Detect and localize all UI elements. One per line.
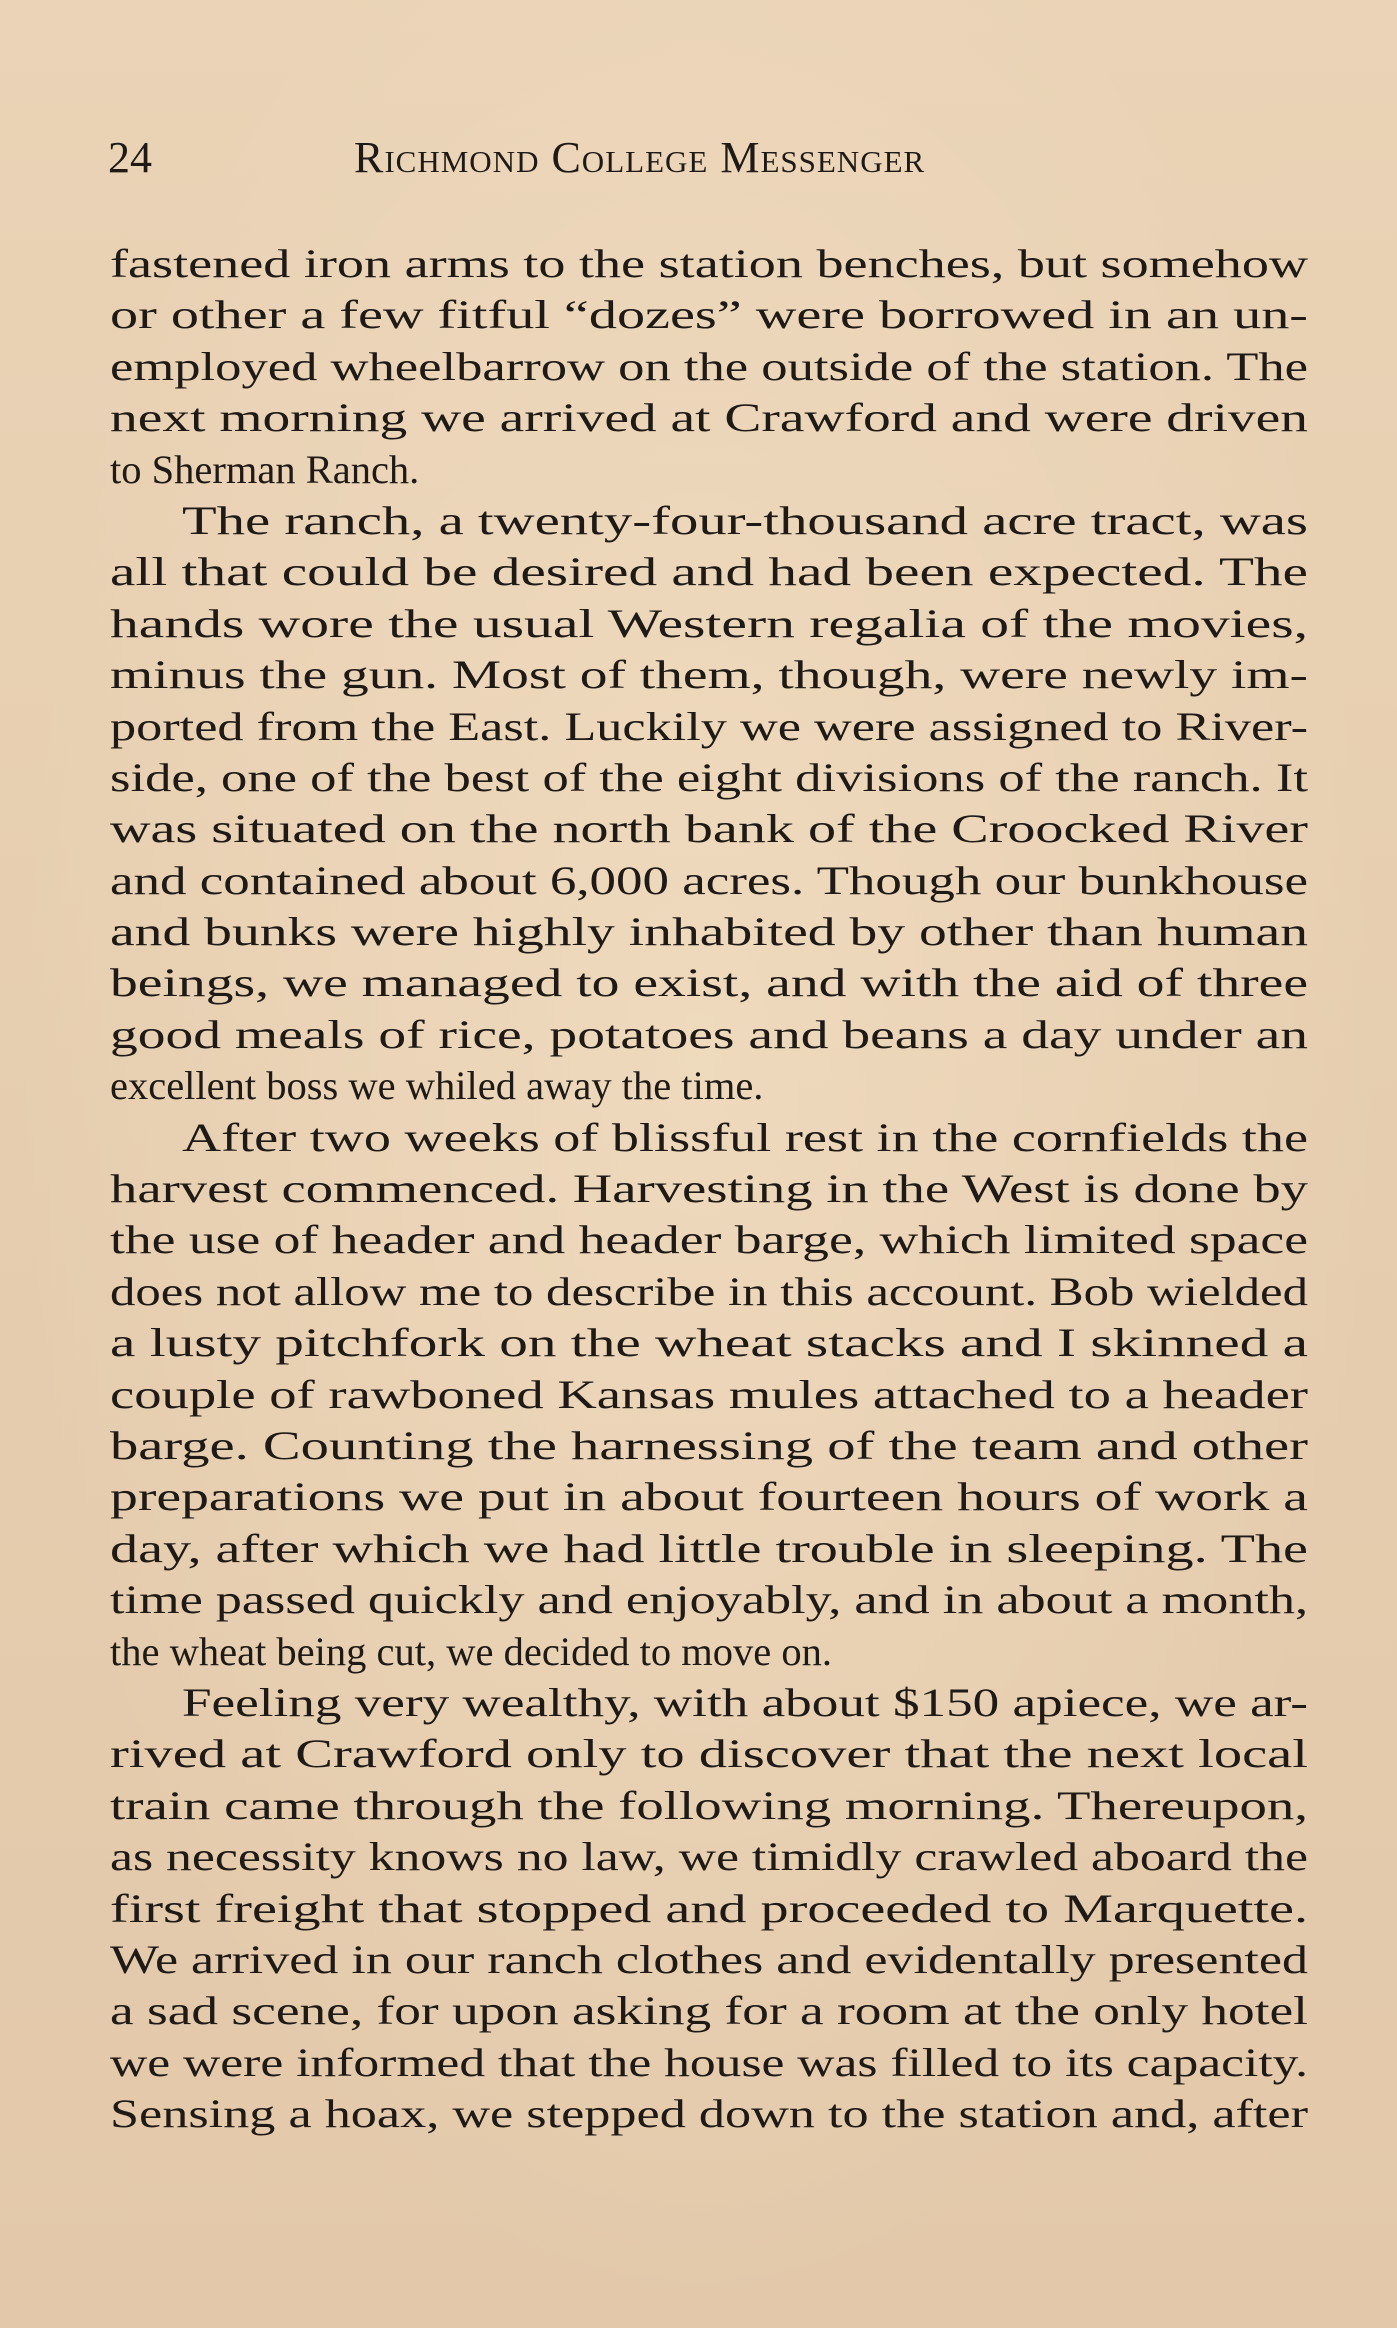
- text-line: We arrived in our ranch clothes and evidentally presented: [110, 1936, 1308, 1982]
- text-line: Feeling very wealthy, with about $150 apiece, we ar-: [182, 1679, 1308, 1725]
- body-text: [110, 238, 1310, 2139]
- text-line: all that could be desired and had been expected. The: [110, 549, 1308, 595]
- text-line: to Sherman Ranch.: [110, 446, 420, 492]
- running-title: Richmond College Messenger: [354, 133, 926, 182]
- text-line: train came through the following morning. Thereupon,: [110, 1782, 1308, 1828]
- text-line: hands wore the usual Western regalia of the movies,: [110, 600, 1308, 646]
- text-line: employed wheelbarrow on the outside of the station. The: [110, 343, 1308, 389]
- page-header: [108, 128, 1073, 188]
- text-line: the wheat being cut, we decided to move on.: [110, 1628, 833, 1674]
- text-line: The ranch, a twenty-four-thousand acre tract, was: [182, 497, 1308, 543]
- text-line: couple of rawboned Kansas mules attached to a header: [110, 1371, 1308, 1417]
- page-number: 24: [108, 133, 152, 182]
- text-line: harvest commenced. Harvesting in the West is done by: [110, 1166, 1308, 1212]
- text-line: or other a few fitful “dozes” were borrowed in an un-: [110, 292, 1308, 338]
- text-line: good meals of rice, potatoes and beans a day under an: [110, 1011, 1308, 1057]
- text-line: and bunks were highly inhabited by other than human: [110, 909, 1308, 955]
- text-line: minus the gun. Most of them, though, were newly im-: [110, 652, 1308, 698]
- text-line: After two weeks of blissful rest in the cornfields the: [182, 1114, 1308, 1160]
- text-line: the use of header and header barge, which limited space: [110, 1217, 1308, 1263]
- text-line: time passed quickly and enjoyably, and in about a month,: [110, 1577, 1308, 1623]
- text-line: rived at Crawford only to discover that the next local: [110, 1731, 1308, 1777]
- text-line: does not allow me to describe in this account. Bob wielded: [110, 1268, 1308, 1314]
- text-line: side, one of the best of the eight divisions of the ranch. It: [110, 754, 1308, 800]
- text-line: excellent boss we whiled away the time.: [110, 1063, 764, 1109]
- text-line: beings, we managed to exist, and with the aid of three: [110, 960, 1308, 1006]
- text-line: and contained about 6,000 acres. Though our bunkhouse: [110, 857, 1308, 903]
- text-line: ported from the East. Luckily we were assigned to River-: [110, 703, 1308, 749]
- text-line: a lusty pitchfork on the wheat stacks and I skinned a: [110, 1320, 1308, 1366]
- text-line: barge. Counting the harnessing of the team and other: [110, 1422, 1308, 1468]
- text-line: Sensing a hoax, we stepped down to the station and, after: [110, 2091, 1308, 2137]
- text-line: preparations we put in about fourteen hours of work a: [110, 1474, 1308, 1520]
- text-line: was situated on the north bank of the Croocked River: [110, 806, 1308, 852]
- text-line: day, after which we had little trouble in sleeping. The: [110, 1525, 1308, 1571]
- text-line: first freight that stopped and proceeded to Marquette.: [110, 1885, 1308, 1931]
- text-line: as necessity knows no law, we timidly crawled aboard the: [110, 1834, 1308, 1880]
- text-line: fastened iron arms to the station benches, but somehow: [110, 241, 1308, 286]
- text-line: next morning we arrived at Crawford and were driven: [110, 395, 1308, 441]
- text-line: a sad scene, for upon asking for a room at the only hotel: [110, 1988, 1308, 2034]
- text-line: we were informed that the house was filled to its capacity.: [110, 2039, 1308, 2085]
